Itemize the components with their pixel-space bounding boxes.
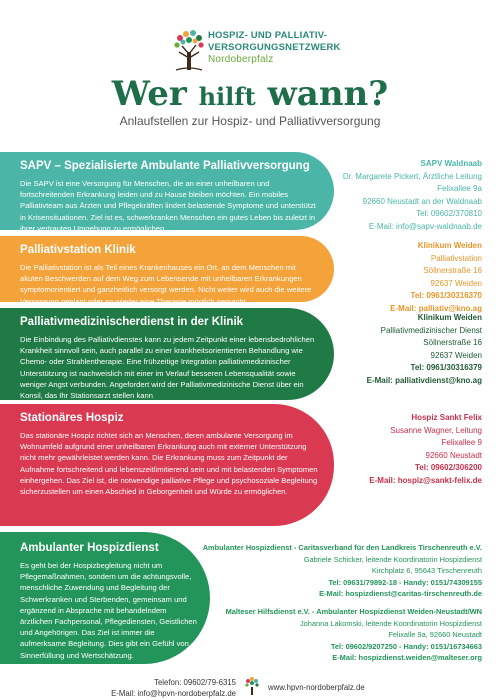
section-title: Stationäres Hospiz — [20, 412, 124, 424]
section-title: SAPV – Spezialisierte Ambulante Palliativversorgung — [20, 160, 310, 172]
contact-unit: Palliativstation — [430, 253, 482, 263]
contact-email[interactable]: E-Mail: info@sapv-waldnaab.de — [368, 221, 482, 231]
contact-org: Klinikum Weiden — [417, 313, 482, 322]
contact-person: Johanna Lakomski, leitende Koordinatorin Hospizdienst — [299, 618, 482, 628]
tree-logo-icon — [172, 28, 206, 72]
org-line-2: VERSORGUNGSNETZWERK — [208, 42, 341, 53]
footer-phone: Telefon: 09602/79-6315 — [154, 678, 236, 687]
contact-address: Felixalle 9a, 92660 Neustadt — [388, 630, 482, 639]
contact-email[interactable]: E-Mail: palliativdienst@kno.ag — [366, 375, 482, 385]
section-band — [0, 404, 334, 526]
contact-phone: Tel: 09602/306200 — [414, 463, 482, 472]
contact-org: Malteser Hilfsdienst e.V. - Ambulanter Hospizdienst Weiden-Neustadt/WN — [225, 607, 482, 616]
contact-person: Dr. Margarete Pickert, Ärztliche Leitung — [342, 171, 482, 181]
contact-org: Hospiz Sankt Felix — [411, 413, 482, 422]
footer-website-link[interactable]: www.hpvn-nordoberpfalz.de — [268, 683, 365, 692]
section-palliativdienst — [0, 308, 500, 400]
footer-email[interactable]: E-Mail: info@hpvn-nordoberpfalz.de — [111, 688, 236, 698]
contact-unit: Palliativmedizinischer Dienst — [380, 325, 482, 335]
contact-address: Kirchplatz 6, 95643 Tirschenreuth — [371, 566, 482, 575]
contact-palliativstation — [390, 240, 482, 315]
section-text: Es geht bei der Hospizbegleitung nicht um Pflegemaßnahmen, sondern um die achtungsvolle, menschliche Zuwendung und Begleitung der Schwerkranken und Sterbenden, gemeinsam und ergänzend in Absprache mit behandelndem ärztlichen Fachpersonal, Pflegediensten, Geistlichen und Angehörigen. Das Ziel ist immer die aufmerksame Begleitung. Dies gibt ein Gefühl von Sinnerfüllung und Wertschätzung. — [20, 561, 197, 660]
contact-caritas — [203, 542, 482, 600]
contact-street: Felixallee 9 — [441, 438, 482, 447]
section-text: Die SAPV ist eine Versorgung für Menschen, die an einer unheilbaren und fortschreitenden Erkrankung leiden und zu Hause bleiben möchten. Ein mobiles Palliativteam aus Ärzten und Pflegekräften lindert belastende Symptome und unterstützt in Krisensituationen. Ziel ist es, schwerkranken Menschen ein gutes Leben bis zuletzt in ihrer vertrauten Umgebung zu ermöglichen. — [20, 179, 316, 233]
section-stationaeres-hospiz — [0, 404, 500, 526]
contact-email[interactable]: E-Mail: hospiz@sankt-felix.de — [369, 475, 482, 485]
contact-phone: Tel: 0961/30316379 — [410, 363, 482, 372]
page-title — [0, 74, 500, 114]
section-text: Die Palliativstation ist als Teil eines Krankenhauses ein Ort, an dem Menschen mit akuten Beschwerden auf dem Weg zum Lebensende mit unheilbaren Erkrankungen symptomorientiert und ganzheitlich versorgt werden. Nicht weiter wird auch die weitere Versorgung geplant oder so wieder eine Therapie möglich gemacht. — [20, 263, 312, 306]
page-subtitle: Anlaufstellen zur Hospiz- und Palliativversorgung — [119, 114, 381, 128]
org-line-1: HOSPIZ- UND PALLIATIV- — [208, 30, 328, 41]
section-sapv — [0, 152, 500, 233]
org-name — [208, 30, 341, 66]
contact-person: Gabriele Schicker, leitende Koordinatorin Hospizdienst — [303, 554, 482, 564]
contact-street: Söllnerstraße 16 — [423, 338, 482, 347]
title-part-3: wann? — [267, 74, 389, 114]
contact-city: 92637 Weiden — [430, 350, 482, 360]
contact-malteser — [226, 606, 482, 664]
section-title: Ambulanter Hospizdienst — [20, 542, 159, 554]
contact-phone: Tel: 0961/30316370 — [410, 291, 482, 300]
contact-hospiz — [369, 412, 482, 487]
contact-street: Söllnerstraße 16 — [423, 266, 482, 275]
contact-org: SAPV Waldnaab — [420, 159, 482, 168]
title-part-1: Wer — [111, 74, 187, 114]
contact-city: 92660 Neustadt an der Waldnaab — [362, 196, 482, 206]
contact-email[interactable]: E-Mail: hospizdienst.weiden@malteser.org — [332, 653, 482, 662]
section-text: Das stationäre Hospiz richtet sich an Menschen, deren ambulante Versorgung im Wohnumfeld aufgrund einer unheilbaren Erkrankung auch mit externer Unterstützung nicht mehr gewährleistet werden kann. Die Erkrankung muss zum Zeitpunkt der Aufnahme fortschreitend und lebenszeitlimitierend sein und mit belastenden Symptomen einhergehen. Das Ziel ist, die notwendige palliative Pflege und psychosoziale Begleitung sicherzustellen um einen Abschied in Geborgenheit und Würde zu ermöglichen. — [20, 431, 318, 497]
contact-phone: Tel: 09602/370810 — [416, 209, 482, 218]
section-band — [0, 236, 334, 306]
header — [0, 0, 500, 150]
contact-palliativdienst — [367, 312, 482, 387]
contact-city: 92637 Weiden — [430, 278, 482, 288]
contact-sapv — [343, 158, 482, 233]
org-line-3: Nordoberpfalz — [208, 54, 274, 65]
contact-email[interactable]: E-Mail: hospizdienst@caritas-tirschenreuth.de — [319, 589, 482, 598]
section-band — [0, 152, 334, 233]
title-part-2: hilft — [198, 82, 256, 111]
footer-contact — [0, 678, 236, 699]
contact-email[interactable]: E-Mail: palliativ@kno.ag — [390, 303, 482, 313]
footer-tree-logo-icon — [244, 676, 260, 696]
contact-org: Klinikum Weiden — [417, 241, 482, 250]
section-title: Palliativstation Klinik — [20, 244, 136, 256]
contact-person: Susanne Wagner, Leitung — [390, 425, 482, 435]
section-band — [0, 532, 210, 664]
contact-phone: Tel: 09631/79892-18 - Handy: 0151/74309155 — [328, 577, 482, 587]
contact-street: Felixallee 9a — [437, 184, 482, 193]
contact-city: 92660 Neustadt — [425, 450, 482, 460]
section-band — [0, 308, 334, 400]
section-title: Palliativmedizinischerdienst in der Klinik — [20, 316, 244, 328]
contact-phone: Tel: 09602/9207250 - Handy: 0151/16734663 — [330, 641, 482, 651]
section-ambulanter-hospizdienst — [0, 532, 500, 664]
contact-org: Ambulanter Hospizdienst - Caritasverband für den Landkreis Tirschenreuth e.V. — [202, 543, 482, 552]
section-text: Die Einbindung des Palliativdienstes kann zu jedem Zeitpunkt einer lebensbedrohlichen Krankheit sinnvoll sein, auch parallel zu einer krankheitsorientierten Behandlung wie Chemo- oder Strahlentherapie. Eine frühzeitige Integration palliativmedizinischer Unterstützung ist nachweislich mit einer im Verlauf besseren Lebensqualität sowie weniger Angst verbunden. Angefordert wird der Palliativmedizinische Dienst über ein Konsil, das Ihr Stationsarzt stellen kann — [20, 335, 315, 401]
section-palliativstation — [0, 236, 500, 313]
